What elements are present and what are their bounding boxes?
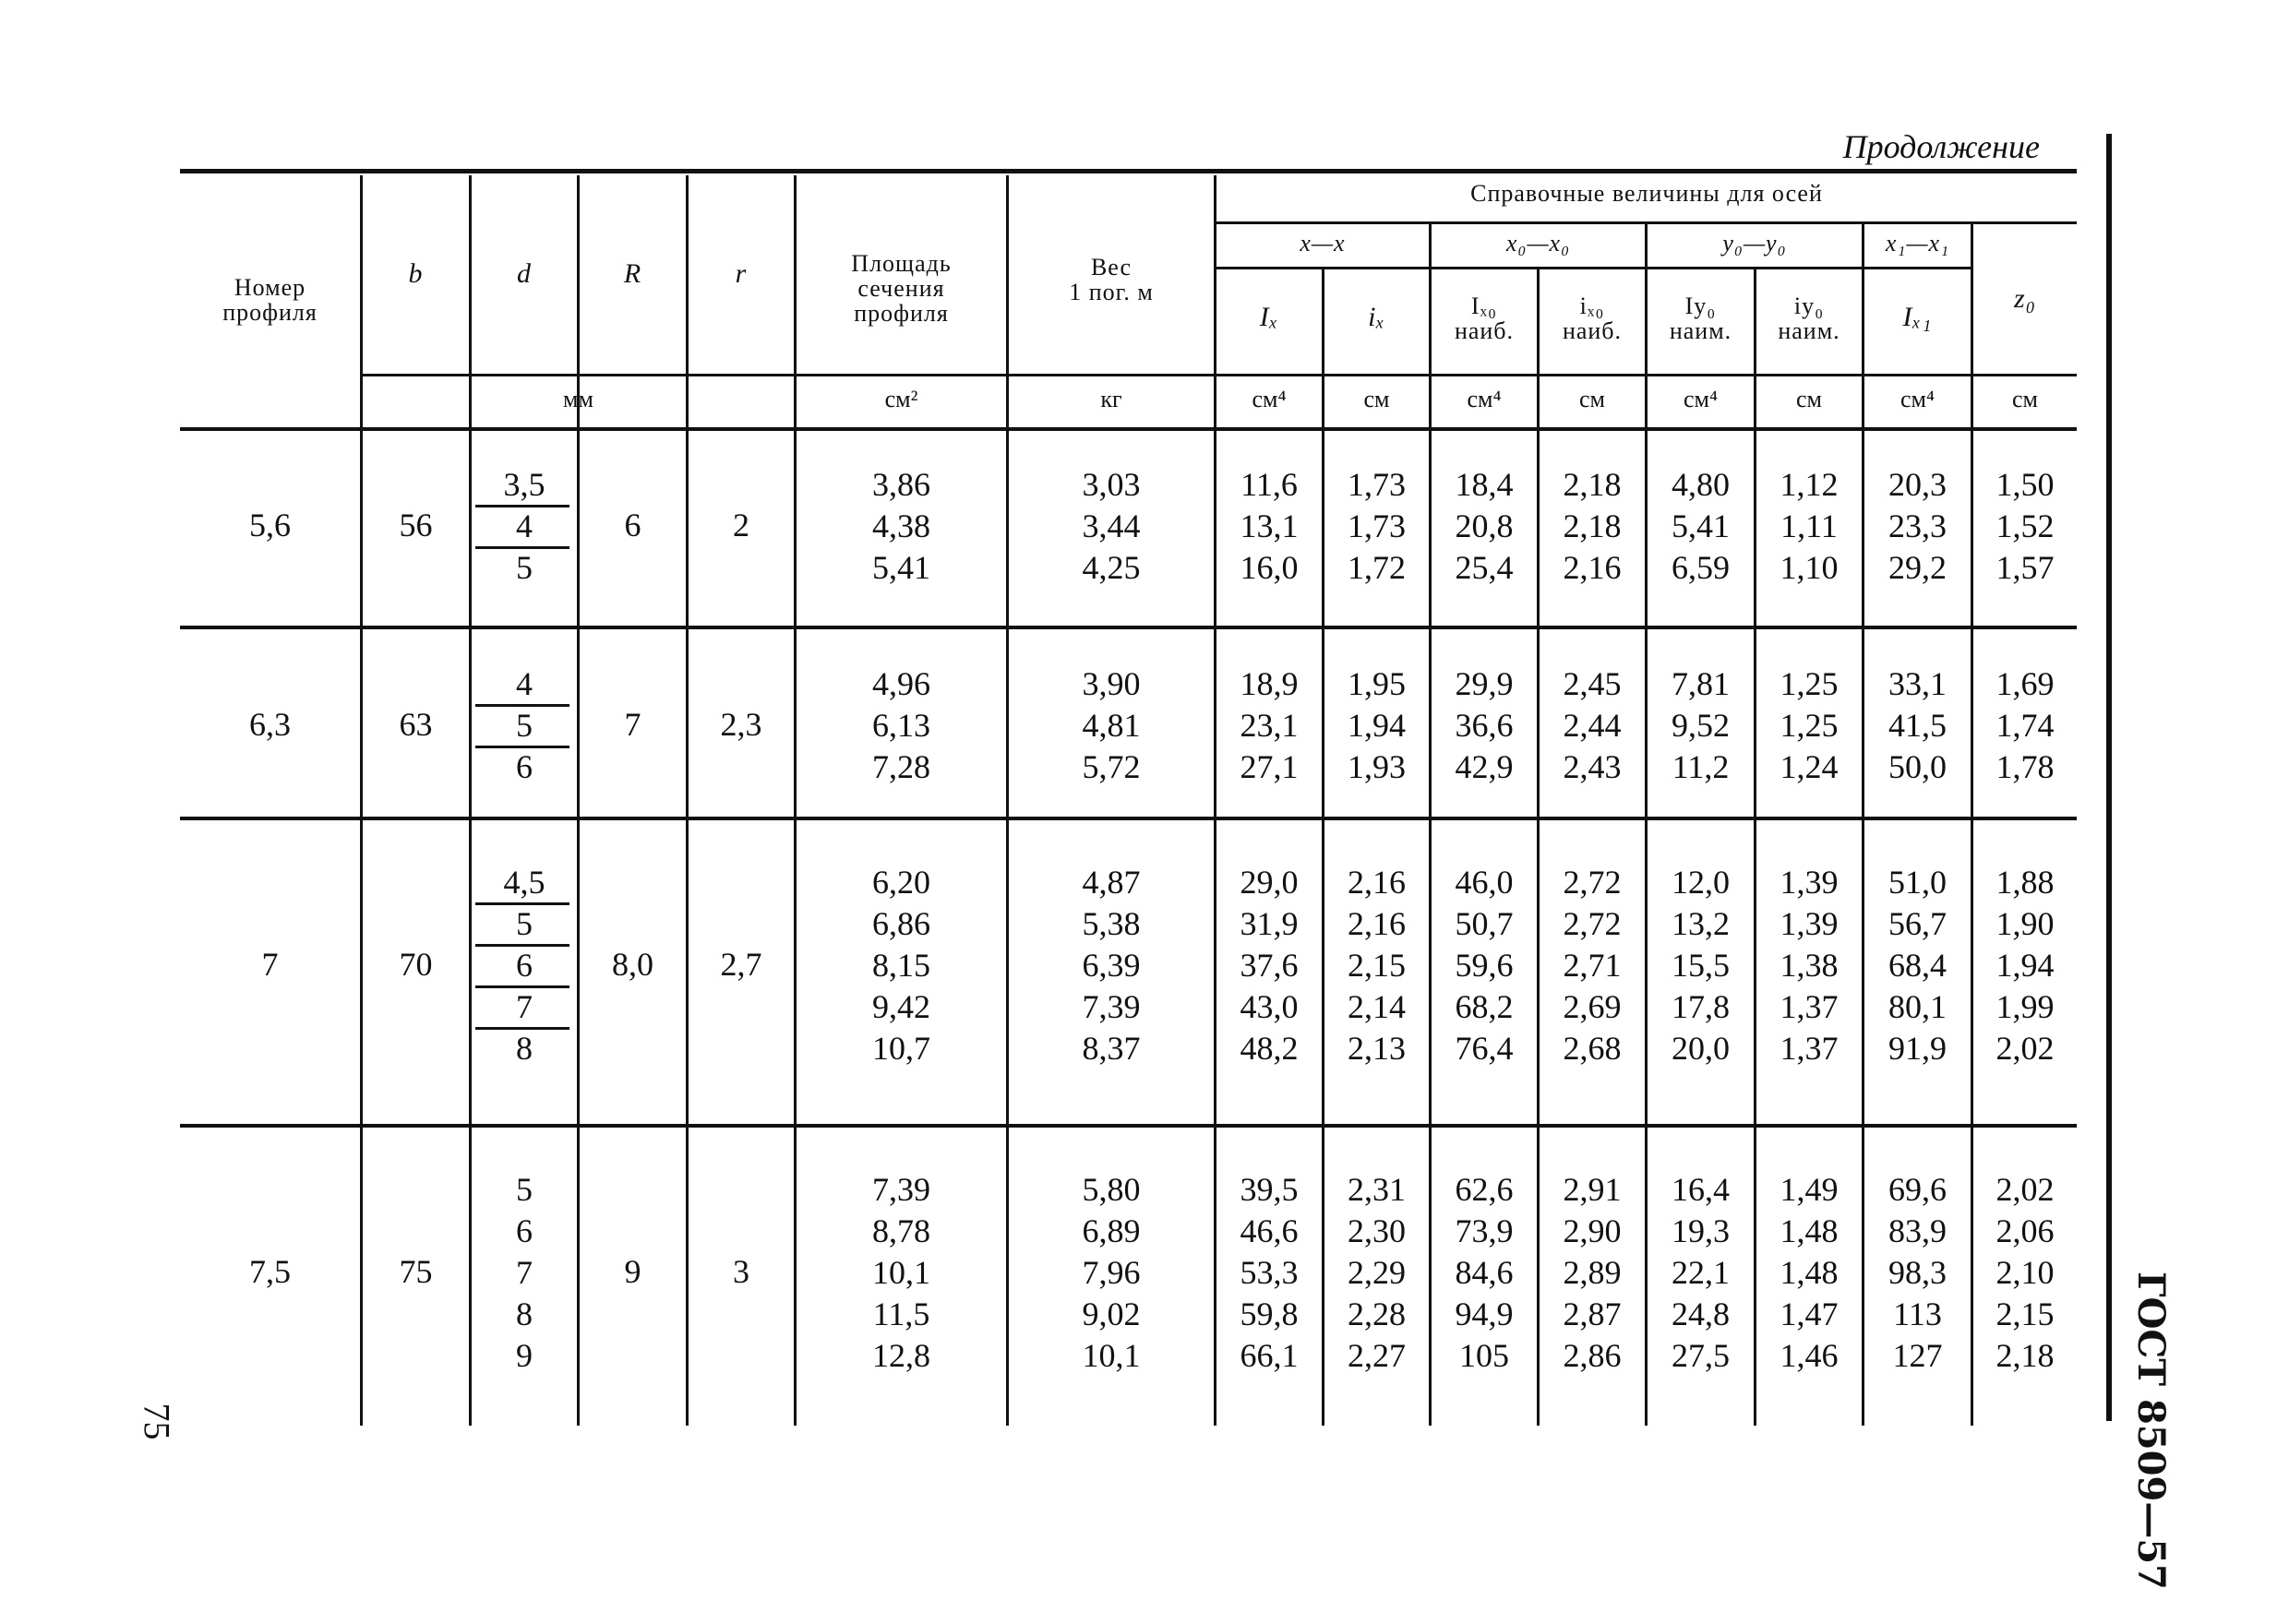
group-1-z0-3: 1,57 bbox=[1995, 549, 2055, 586]
group-3-d-5: 8 bbox=[516, 1030, 533, 1067]
group-1-profile: 5,6 bbox=[249, 506, 291, 543]
group-4-Iy0-5: 27,5 bbox=[1672, 1337, 1730, 1374]
group-3-Iy0-1: 12,0 bbox=[1672, 864, 1730, 901]
group-4-z0-2: 2,06 bbox=[1995, 1212, 2055, 1249]
group-4-profile: 7,5 bbox=[249, 1252, 291, 1290]
group-1-iy0-1: 1,12 bbox=[1780, 466, 1839, 503]
group-3-iy0-4: 1,37 bbox=[1780, 988, 1839, 1025]
group-3-Ix1-5: 91,9 bbox=[1888, 1030, 1947, 1067]
group-2-ix-3: 1,93 bbox=[1348, 748, 1406, 785]
group-1-ix-3: 1,72 bbox=[1348, 549, 1406, 586]
group-3-Ix1-2: 56,7 bbox=[1888, 905, 1947, 942]
group-1-weight-3: 4,25 bbox=[1082, 549, 1141, 586]
group-4-z0-1: 2,02 bbox=[1995, 1171, 2055, 1208]
group-3-iy0-3: 1,38 bbox=[1780, 947, 1839, 984]
group-3-area-1: 6,20 bbox=[872, 864, 930, 901]
axis-x1x1: x₁—x₁ bbox=[1885, 230, 1950, 257]
group-4-Ix1-2: 83,9 bbox=[1888, 1212, 1947, 1249]
group-4-Ix0-2: 73,9 bbox=[1455, 1212, 1514, 1249]
group-2-Iy0-2: 9,52 bbox=[1672, 707, 1730, 744]
group-2-Ix-1: 18,9 bbox=[1240, 665, 1299, 702]
group-4-Ix0-3: 84,6 bbox=[1455, 1254, 1514, 1291]
header-R: R bbox=[623, 258, 642, 289]
group-4-Ix-4: 59,8 bbox=[1240, 1296, 1299, 1332]
group-2-ix-2: 1,94 bbox=[1348, 707, 1406, 744]
standard-text: ГОСТ 8509—57 bbox=[2128, 1271, 2173, 1590]
group-3-area-3: 8,15 bbox=[872, 947, 930, 984]
group-1-d-3: 5 bbox=[516, 549, 533, 586]
table-top-rule bbox=[180, 169, 2077, 173]
group-2-Ix0-3: 42,9 bbox=[1455, 748, 1514, 785]
right-margin-rule bbox=[2106, 134, 2112, 1421]
group-4-area-3: 10,1 bbox=[872, 1254, 930, 1291]
group-4-ix-2: 2,30 bbox=[1348, 1212, 1406, 1249]
group-3-weight-5: 8,37 bbox=[1082, 1030, 1141, 1067]
group-4-iy0-3: 1,48 bbox=[1780, 1254, 1839, 1291]
group-4-z0-4: 2,15 bbox=[1995, 1296, 2055, 1332]
group-4-Ix1-3: 98,3 bbox=[1888, 1254, 1947, 1291]
group-3-z0-5: 2,02 bbox=[1995, 1030, 2055, 1067]
header-profile-number: Номер профиля bbox=[222, 274, 318, 326]
group-4-Ix-5: 66,1 bbox=[1240, 1337, 1299, 1374]
group-2-ix0-2: 2,44 bbox=[1563, 707, 1622, 744]
axis-xx: x—x bbox=[1300, 230, 1346, 257]
group-3-iy0-2: 1,39 bbox=[1780, 905, 1839, 942]
group-3-z0-4: 1,99 bbox=[1995, 988, 2055, 1025]
sub-ix0: iₓ₀ наиб. bbox=[1562, 293, 1623, 344]
group-4-Ix0-5: 105 bbox=[1459, 1337, 1509, 1374]
group-4-z0-5: 2,18 bbox=[1995, 1337, 2055, 1374]
group-2-b: 63 bbox=[399, 705, 433, 743]
group-4-ix0-4: 2,87 bbox=[1563, 1296, 1622, 1332]
group-2-Iy0-3: 11,2 bbox=[1672, 748, 1730, 785]
group-3-Iy0-4: 17,8 bbox=[1672, 988, 1730, 1025]
group-3-Ix-3: 37,6 bbox=[1240, 947, 1299, 984]
group-3-Ix1-3: 68,4 bbox=[1888, 947, 1947, 984]
group-1-Ix1-2: 23,3 bbox=[1888, 508, 1947, 544]
group-2-Ix0-2: 36,6 bbox=[1455, 707, 1514, 744]
group-4-ix0-1: 2,91 bbox=[1563, 1171, 1622, 1208]
group-4-area-4: 11,5 bbox=[872, 1296, 930, 1332]
group-3-weight-4: 7,39 bbox=[1082, 988, 1141, 1025]
unit-z0: см bbox=[2012, 386, 2038, 412]
group-4-weight-3: 7,96 bbox=[1082, 1254, 1141, 1291]
group-1-ix0-2: 2,18 bbox=[1563, 508, 1622, 544]
group-3-Ix-4: 43,0 bbox=[1240, 988, 1299, 1025]
group-4-ix0-5: 2,86 bbox=[1563, 1337, 1622, 1374]
group-4-Iy0-2: 19,3 bbox=[1672, 1212, 1730, 1249]
group-4-iy0-1: 1,49 bbox=[1780, 1171, 1839, 1208]
group-2-d-1: 4 bbox=[516, 665, 533, 702]
group-3-area-2: 6,86 bbox=[872, 905, 930, 942]
group-4-weight-4: 9,02 bbox=[1082, 1296, 1141, 1332]
group-3-z0-3: 1,94 bbox=[1995, 947, 2055, 984]
group-3-Ix0-1: 46,0 bbox=[1455, 864, 1514, 901]
unit-Ix: см⁴ bbox=[1252, 386, 1287, 412]
group-2-area-1: 4,96 bbox=[872, 665, 930, 702]
unit-Ix1: см⁴ bbox=[1900, 386, 1935, 412]
group-3-ix0-5: 2,68 bbox=[1563, 1030, 1622, 1067]
group-2-iy0-2: 1,25 bbox=[1780, 707, 1839, 744]
group-4-ix-1: 2,31 bbox=[1348, 1171, 1406, 1208]
group-3-Ix-2: 31,9 bbox=[1240, 905, 1299, 942]
group-1-Ix0-3: 25,4 bbox=[1455, 549, 1514, 586]
group-3-Ix1-4: 80,1 bbox=[1888, 988, 1947, 1025]
group-3-d-4: 7 bbox=[516, 988, 533, 1025]
group-3-b: 70 bbox=[399, 945, 433, 983]
col-rule-r-left bbox=[686, 175, 689, 1426]
group-3-area-5: 10,7 bbox=[872, 1030, 930, 1067]
group-3-profile: 7 bbox=[261, 945, 279, 983]
group-4-ix-4: 2,28 bbox=[1348, 1296, 1406, 1332]
group-2-Ix1-2: 41,5 bbox=[1888, 707, 1947, 744]
group-2-z0-3: 1,78 bbox=[1995, 748, 2055, 785]
unit-Iy0: см⁴ bbox=[1683, 386, 1719, 412]
group-4-area-1: 7,39 bbox=[872, 1171, 930, 1208]
group-4-area-5: 12,8 bbox=[872, 1337, 930, 1374]
group-4-Iy0-3: 22,1 bbox=[1672, 1254, 1730, 1291]
col-rule-R-left bbox=[577, 175, 580, 1426]
sub-Iy0: Iy₀ наим. bbox=[1669, 293, 1732, 344]
group-divider-2 bbox=[180, 817, 2077, 820]
group-4-d-4: 8 bbox=[516, 1296, 533, 1332]
group-2-iy0-3: 1,24 bbox=[1780, 748, 1839, 785]
group-4-ix0-3: 2,89 bbox=[1563, 1254, 1622, 1291]
group-2-weight-1: 3,90 bbox=[1082, 665, 1141, 702]
col-rule-b-left bbox=[360, 175, 363, 1426]
group-3-r: 2,7 bbox=[720, 945, 762, 983]
header-reference: Справочные величины для осей bbox=[1470, 180, 1823, 207]
axis-y0y0: y₀—y₀ bbox=[1722, 230, 1787, 257]
group-1-Iy0-3: 6,59 bbox=[1672, 549, 1730, 586]
group-divider-1 bbox=[180, 626, 2077, 629]
group-2-Ix1-1: 33,1 bbox=[1888, 665, 1947, 702]
header-weight: Вес 1 пог. м bbox=[1069, 254, 1154, 305]
group-4-weight-1: 5,80 bbox=[1082, 1171, 1141, 1208]
group-1-b: 56 bbox=[399, 506, 433, 543]
sub-z0: z₀ bbox=[2013, 283, 2037, 314]
sub-Ix1: Iₓ₁ bbox=[1902, 302, 1933, 332]
group-3-d-2: 5 bbox=[516, 905, 533, 942]
group-3-z0-1: 1,88 bbox=[1995, 864, 2055, 901]
group-1-Iy0-2: 5,41 bbox=[1672, 508, 1730, 544]
group-2-ix0-1: 2,45 bbox=[1563, 665, 1622, 702]
group-2-ix0-3: 2,43 bbox=[1563, 748, 1622, 785]
group-4-Ix-2: 46,6 bbox=[1240, 1212, 1299, 1249]
group-3-Iy0-5: 20,0 bbox=[1672, 1030, 1730, 1067]
group-4-Ix1-4: 113 bbox=[1893, 1296, 1942, 1332]
header-r: r bbox=[735, 258, 748, 289]
group-3-Ix0-4: 68,2 bbox=[1455, 988, 1514, 1025]
group-3-ix-1: 2,16 bbox=[1348, 864, 1406, 901]
group-2-Ix-3: 27,1 bbox=[1240, 748, 1299, 785]
header-area: Площадь сечения профиля bbox=[851, 250, 952, 327]
axis-x0x0: x₀—x₀ bbox=[1505, 230, 1571, 257]
group-3-Ix-5: 48,2 bbox=[1240, 1030, 1299, 1067]
group-1-area-1: 3,86 bbox=[872, 466, 930, 503]
group-4-weight-2: 6,89 bbox=[1082, 1212, 1141, 1249]
group-divider-3 bbox=[180, 1124, 2077, 1128]
group-3-Ix-1: 29,0 bbox=[1240, 864, 1299, 901]
unit-weight: кг bbox=[1100, 386, 1122, 412]
unit-ix: см bbox=[1363, 386, 1390, 412]
group-3-ix0-3: 2,71 bbox=[1563, 947, 1622, 984]
sub-Ix: Iₓ bbox=[1259, 302, 1279, 332]
group-3-d-1: 4,5 bbox=[503, 864, 545, 901]
group-1-z0-2: 1,52 bbox=[1995, 508, 2055, 544]
group-4-R: 9 bbox=[624, 1252, 641, 1290]
group-2-Ix-2: 23,1 bbox=[1240, 707, 1299, 744]
sub-iy0: iy₀ наим. bbox=[1778, 293, 1840, 344]
unit-Ix0: см⁴ bbox=[1467, 386, 1502, 412]
group-2-profile: 6,3 bbox=[249, 705, 291, 743]
group-4-Ix1-1: 69,6 bbox=[1888, 1171, 1947, 1208]
group-2-r: 2,3 bbox=[720, 705, 762, 743]
group-1-Ix-1: 11,6 bbox=[1240, 466, 1298, 503]
group-3-ix0-4: 2,69 bbox=[1563, 988, 1622, 1025]
group-3-ix0-1: 2,72 bbox=[1563, 864, 1622, 901]
group-4-weight-5: 10,1 bbox=[1082, 1337, 1141, 1374]
unit-mm: мм bbox=[563, 386, 593, 412]
group-4-Ix0-1: 62,6 bbox=[1455, 1171, 1514, 1208]
page-number bbox=[129, 1384, 185, 1458]
page-number-text: 75 bbox=[136, 1403, 178, 1439]
group-1-iy0-2: 1,11 bbox=[1780, 508, 1838, 544]
group-4-z0-3: 2,10 bbox=[1995, 1254, 2055, 1291]
sub-ix: iₓ bbox=[1368, 302, 1385, 332]
group-3-ix0-2: 2,72 bbox=[1563, 905, 1622, 942]
group-2-area-2: 6,13 bbox=[872, 707, 930, 744]
group-1-Ix0-1: 18,4 bbox=[1455, 466, 1514, 503]
header-b: b bbox=[408, 258, 424, 289]
group-3-Ix0-5: 76,4 bbox=[1455, 1030, 1514, 1067]
group-1-d-2: 4 bbox=[516, 508, 533, 544]
header-d: d bbox=[517, 258, 532, 289]
group-2-z0-1: 1,69 bbox=[1995, 665, 2055, 702]
group-4-Ix1-5: 127 bbox=[1892, 1337, 1943, 1374]
group-1-R: 6 bbox=[624, 506, 641, 543]
group-4-Ix-3: 53,3 bbox=[1240, 1254, 1299, 1291]
unit-ix0: см bbox=[1579, 386, 1605, 412]
group-1-area-2: 4,38 bbox=[872, 508, 930, 544]
group-2-d-3: 6 bbox=[516, 748, 533, 785]
group-4-ix0-2: 2,90 bbox=[1563, 1212, 1622, 1249]
group-2-ix-1: 1,95 bbox=[1348, 665, 1406, 702]
group-3-ix-3: 2,15 bbox=[1348, 947, 1406, 984]
group-2-weight-3: 5,72 bbox=[1082, 748, 1141, 785]
group-2-z0-2: 1,74 bbox=[1995, 707, 2055, 744]
group-3-ix-5: 2,13 bbox=[1348, 1030, 1406, 1067]
group-4-ix-3: 2,29 bbox=[1348, 1254, 1406, 1291]
group-3-weight-3: 6,39 bbox=[1082, 947, 1141, 984]
group-1-r: 2 bbox=[733, 506, 749, 543]
group-4-Iy0-1: 16,4 bbox=[1672, 1171, 1730, 1208]
group-3-z0-2: 1,90 bbox=[1995, 905, 2055, 942]
group-4-Iy0-4: 24,8 bbox=[1672, 1296, 1730, 1332]
group-3-ix-4: 2,14 bbox=[1348, 988, 1406, 1025]
group-1-Ix1-3: 29,2 bbox=[1888, 549, 1947, 586]
group-4-iy0-5: 1,46 bbox=[1780, 1337, 1839, 1374]
group-2-Ix1-3: 50,0 bbox=[1888, 748, 1947, 785]
group-4-d-3: 7 bbox=[516, 1254, 533, 1291]
group-1-Ix-2: 13,1 bbox=[1240, 508, 1299, 544]
group-1-z0-1: 1,50 bbox=[1995, 466, 2055, 503]
group-3-iy0-5: 1,37 bbox=[1780, 1030, 1839, 1067]
group-2-iy0-1: 1,25 bbox=[1780, 665, 1839, 702]
group-1-weight-1: 3,03 bbox=[1082, 466, 1141, 503]
group-4-d-1: 5 bbox=[516, 1171, 533, 1208]
sub-Ix0: Iₓ₀ наиб. bbox=[1454, 293, 1515, 344]
axes-under-rule bbox=[1214, 267, 1971, 269]
group-3-ix-2: 2,16 bbox=[1348, 905, 1406, 942]
group-2-weight-2: 4,81 bbox=[1082, 707, 1141, 744]
unit-iy0: см bbox=[1796, 386, 1822, 412]
group-4-r: 3 bbox=[733, 1252, 749, 1290]
group-1-ix-1: 1,73 bbox=[1348, 466, 1406, 503]
group-3-Iy0-2: 13,2 bbox=[1672, 905, 1730, 942]
group-1-ix0-1: 2,18 bbox=[1563, 466, 1622, 503]
group-1-iy0-3: 1,10 bbox=[1780, 549, 1839, 586]
group-2-Ix0-1: 29,9 bbox=[1455, 665, 1514, 702]
group-1-weight-2: 3,44 bbox=[1082, 508, 1141, 544]
unit-area: см² bbox=[884, 386, 918, 412]
group-2-d-2: 5 bbox=[516, 707, 533, 744]
group-4-area-2: 8,78 bbox=[872, 1212, 930, 1249]
group-3-Ix0-2: 50,7 bbox=[1455, 905, 1514, 942]
group-1-Ix1-1: 20,3 bbox=[1888, 466, 1947, 503]
continuation-label: Продолжение bbox=[1842, 128, 2040, 165]
group-4-ix-5: 2,27 bbox=[1348, 1337, 1406, 1374]
group-4-iy0-2: 1,48 bbox=[1780, 1212, 1839, 1249]
group-4-d-5: 9 bbox=[516, 1337, 533, 1374]
group-4-b: 75 bbox=[399, 1252, 433, 1290]
group-4-iy0-4: 1,47 bbox=[1780, 1296, 1839, 1332]
group-1-d-1: 3,5 bbox=[503, 466, 545, 503]
group-1-Iy0-1: 4,80 bbox=[1672, 466, 1730, 503]
standard-label bbox=[2123, 1236, 2178, 1624]
group-3-Ix1-1: 51,0 bbox=[1888, 864, 1947, 901]
group-4-Ix-1: 39,5 bbox=[1240, 1171, 1299, 1208]
group-3-Ix0-3: 59,6 bbox=[1455, 947, 1514, 984]
group-4-Ix0-4: 94,9 bbox=[1455, 1296, 1514, 1332]
header-bottom-rule bbox=[180, 427, 2077, 431]
group-3-weight-2: 5,38 bbox=[1082, 905, 1141, 942]
group-3-d-3: 6 bbox=[516, 947, 533, 984]
group-3-R: 8,0 bbox=[612, 945, 653, 983]
units-top-rule bbox=[360, 374, 2077, 376]
group-2-R: 7 bbox=[624, 705, 641, 743]
group-1-ix0-3: 2,16 bbox=[1563, 549, 1622, 586]
group-2-area-3: 7,28 bbox=[872, 748, 930, 785]
group-4-d-2: 6 bbox=[516, 1212, 533, 1249]
group-3-Iy0-3: 15,5 bbox=[1672, 947, 1730, 984]
group-2-Iy0-1: 7,81 bbox=[1672, 665, 1730, 702]
group-3-weight-1: 4,87 bbox=[1082, 864, 1141, 901]
group-1-Ix-3: 16,0 bbox=[1240, 549, 1299, 586]
group-1-area-3: 5,41 bbox=[872, 549, 930, 586]
group-1-ix-2: 1,73 bbox=[1348, 508, 1406, 544]
group-1-Ix0-2: 20,8 bbox=[1455, 508, 1514, 544]
group-3-area-4: 9,42 bbox=[872, 988, 930, 1025]
group-3-iy0-1: 1,39 bbox=[1780, 864, 1839, 901]
